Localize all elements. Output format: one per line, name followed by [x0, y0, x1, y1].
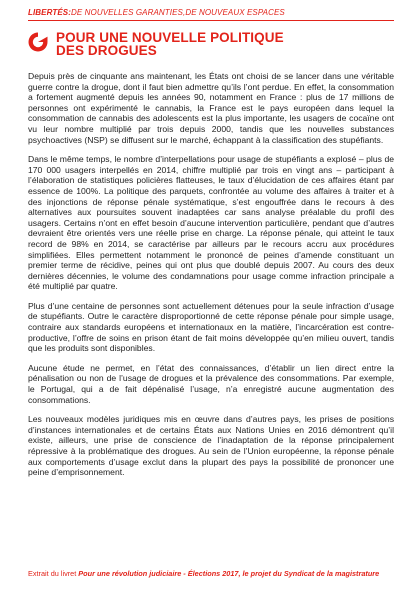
arrow-circle-icon [28, 32, 48, 52]
article-body [28, 71, 394, 478]
paragraph-4: Aucune étude ne permet, en l’état des connaissances, d’établir un lien direct entre la pénalisation ou non de l’usage de drogues et la prévalence des consommations. Par exemple, le Portugal, qui a de fait dépénalisé l’usage, n’a enregistré aucune augmentation des consommations. [28, 362, 394, 405]
source-footer [28, 569, 394, 578]
paragraph-5: Les nouveaux modèles juridiques mis en œuvre dans d’autres pays, les prises de positions d’instances internationales et de certains États aux Nations Unies en 2016 démontrent qu’il existe, ailleurs, une prise de conscience de l’inadaptation de la réponse principalement répressive à la problématique des drogues. Au sein de l’Union européenne, la réponse pénale aux comportements d’usage exclut dans la plupart des pays la possibilité de prononcer une peine d’emprisonnement. [28, 414, 394, 478]
section-header [28, 8, 394, 17]
article-title-line-1: POUR UNE NOUVELLE POLITIQUE [56, 30, 284, 45]
article-title-line-2: DES DROGUES [56, 43, 157, 58]
paragraph-1: Depuis près de cinquante ans maintenant, les États ont choisi de se lancer dans une véritable guerre contre la drogue, dont il faut bien admettre qu’ils l’ont perdue. En effet, la consommation a fortement augmenté depuis les années 90, notamment en France : plus de 17 millions de personnes ont expérimenté le cannabis, la France est le pays européen dans lequel la consommation de cannabis des adolescents est la plus importante, les usagers de cocaïne ont vu leur nombre multiplié par trois depuis 2000, tandis que les nouvelles substances psychoactives (NSP) se diffusent sur le marché, échappant à la classification des stupéfiants. [28, 71, 394, 145]
article-heading [28, 31, 394, 57]
article-title [56, 31, 284, 57]
paragraph-3: Plus d’une centaine de personnes sont actuellement détenues pour la seule infraction d’usage de stupéfiants. Outre le caractère disproportionné de cette réponse pénale pour simple usage, contraire aux standards européens et internationaux en la matière, l’incarcération est contre-productive, l’offre de soins en prison étant de fait moins développée qu’en milieu ouvert, tandis que les produits sont disponibles. [28, 300, 394, 354]
footer-lead: Extrait du livret [28, 569, 79, 578]
footer-book-title: Pour une révolution judiciaire - Élections 2017, le projet du Syndicat de la magistrature [78, 569, 380, 578]
section-separator: : [68, 8, 71, 17]
header-rule [28, 20, 394, 21]
paragraph-2: Dans le même temps, le nombre d’interpellations pour usage de stupéfiants a explosé – plus de 170 000 usagers interpellés en 2014, chiffre multiplié par trois en vingt ans – participant à l’élaboration de statistiques policières flatteuses, le taux d’élucidation de ces affaires étant par essence de 100%. La politique des parquets, confrontée au volume des affaires à traiter et à des injonctions de réponse pénale systématique, s’est engouffrée dans le recours à des alternatives aux poursuites souvent inadaptées car sans analyse préalable du profil des usagers. Certains n’ont en effet besoin d’aucune intervention particulière, pendant que d’autres devraient être orientés vers une réelle prise en charge. La réponse pénale, qui atteint le taux record de 98% en 2014, se caractérise par ailleurs par le recours accru aux procédures simplifiées. Elles permettent notamment le prononcé de peines d’amende constituant un premier terme de récidive, peines qui ont plus que doublé depuis 2007. Au cours des deux dernières décennies, le volume des condamnations pour usage comme infraction principale a été multiplié par quatre. [28, 154, 394, 292]
section-subtitle: DE NOUVELLES GARANTIES,DE NOUVEAUX ESPACES [70, 8, 285, 17]
section-label: LIBERTÉS [28, 8, 69, 17]
